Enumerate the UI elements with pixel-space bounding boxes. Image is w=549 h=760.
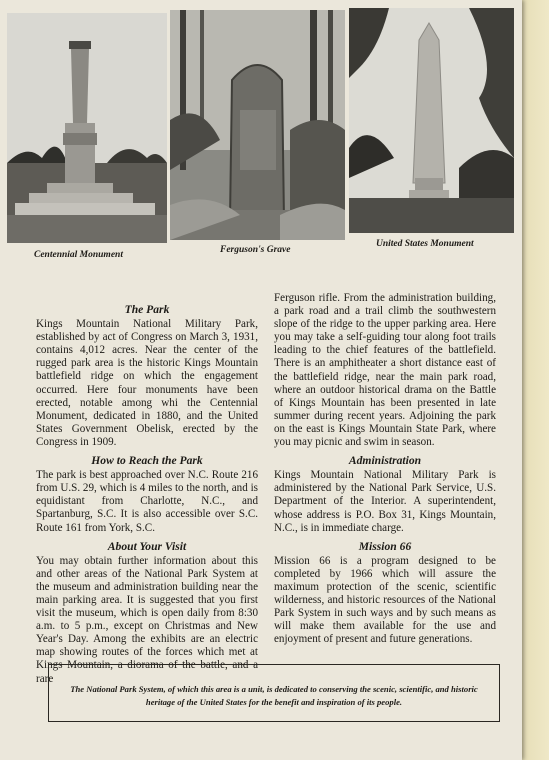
left-column: [36, 298, 258, 686]
paragraph-ferguson-rifle-continued: Ferguson rifle. From the administration building, a park road and a trail climb the southwestern slope of the ridge to the upper parking area. Here you may take a self-guiding tour along foot trails leading to the chief features of the battlefield. There is an amphitheater a short distance east of the battlefield ridge, near the main park road, where an outdoor historical drama on the Battle of Kings Mountain has been presented in late summer during recent years. Adjoining the park on the east is Kings Mountain State Park, where you may picnic and swim in season.: [274, 292, 496, 449]
heading-the-park: The Park: [124, 303, 170, 316]
photo-united-states-monument: [349, 8, 514, 233]
heading-how-to-reach: How to Reach the Park: [91, 454, 203, 468]
paragraph-mission-66: Mission 66 is a program designed to be completed by 1966 which will assure the maximum protection of the scenic, scientific wilderness, and historic resources of the National Park System in such ways and by such means as will make them available for the use and enjoyment of present and future generations.: [274, 554, 496, 646]
paragraph-administration: Kings Mountain National Military Park is administered by the National Park Service, U.S. Department of the Interior. A superintendent, whose address is P.O. Box 31, Kings Mountain, N.C., is in immediate charge.: [274, 469, 496, 534]
caption-centennial: Centennial Monument: [34, 250, 123, 260]
footer-statement-box: [48, 664, 500, 722]
united-states-monument-image: [349, 8, 514, 233]
paragraph-the-park: Kings Mountain National Military Park, established by act of Congress on March 3, 1931, contains 4,012 acres. Near the center of the rugged park area is the historic Kings Mountain battlefield ridge on which the engagement occurred. Here four monuments have been erected, notable among whi the Centennial Monument, dedicated in 1880, and the United States Government Obelisk, erected by the Congress in 1909.: [36, 318, 258, 448]
footer-statement-text: The National Park System, of which this area is a unit, is dedicated to conserving the scenic, scientific, and historic heritage of the United States for the benefit and inspiration of its people.: [70, 684, 478, 707]
photo-centennial-monument: [7, 13, 167, 243]
centennial-monument-image: [7, 13, 167, 243]
right-column: [274, 292, 496, 646]
heading-administration: Administration: [348, 454, 422, 468]
paragraph-how-to-reach: The park is best approached over N.C. Route 216 from U.S. 29, which is 4 miles to the north, and is equidistant from Charlotte, N.C., and Spartanburg, S.C. It is also accessible over S.C. Route 161 from York, S.C.: [36, 469, 258, 534]
photo-fergusons-grave: [170, 10, 345, 240]
fergusons-grave-image: [170, 10, 345, 240]
heading-about-your-visit: About Your Visit: [107, 539, 187, 553]
caption-fergusons-grave: Ferguson's Grave: [220, 245, 291, 255]
paragraph-about-your-visit: You may obtain further information about this and other areas of the National Park System at the museum and administration building near the main parking area. It is suggested that you first visit the museum, which is open daily from 8:30 a.m. to 5 p.m., except on Christmas and New Year's Day. Among the exhibits are an electric map showing routes of the forces which met at Kings Mountain, a diorama of the battle, and a rare: [36, 554, 258, 685]
heading-mission-66: Mission 66: [358, 539, 412, 553]
caption-united-states-monument: United States Monument: [376, 239, 474, 249]
